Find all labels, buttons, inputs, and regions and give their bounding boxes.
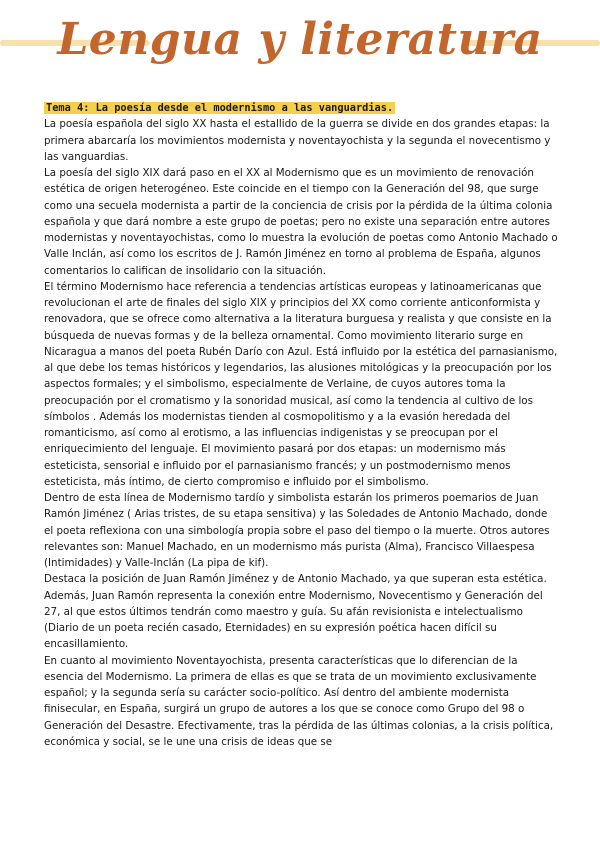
document-body	[44, 100, 558, 750]
paragraph-2: La poesía del siglo XIX dará paso en el XX al Modernismo que es un movimiento de renovación estética de origen heterogéneo. Este coincide en el tiempo con la Generación del 98, que surge como una secuela modernista a partir de la conciencia de crisis por la pérdida de la última colonia española y que dará nombre a este grupo de poetas; pero no existe una separación entre autores modernistas y noventayochistas, como lo muestra la evolución de poetas como Antonio Machado o Valle Inclán, así como los escritos de J. Ramón Jiménez en torno al problema de España, algunos comentarios lo califican de insolidario con la situación.	[44, 167, 558, 277]
paragraph-4: Dentro de esta línea de Modernismo tardío y simbolista estarán los primeros poemarios de Juan Ramón Jiménez ( Arias tristes, de su etapa sensitiva) y las Soledades de Antonio Machado, donde el poeta reflexiona con una simbología propia sobre el paso del tiempo o la muerte. Otros autores relevantes son: Manuel Machado, en un modernismo más purista (Alma), Francisco Villaespesa (Intimidades) y Valle-Inclán (La pipa de kif).	[44, 492, 550, 569]
paragraph-5: Destaca la posición de Juan Ramón Jiménez y de Antonio Machado, ya que superan esta estética. Además, Juan Ramón representa la conexión entre Modernismo, Novecentismo y Generación del 27, al que estos últimos tendrán como maestro y guía. Su afán revisionista e intelectualismo (Diario de un poeta recién casado, Eternidades) en su expresión poética hacen difícil su encasillamiento.	[44, 573, 547, 651]
paragraph-3: El término Modernismo hace referencia a tendencias artísticas europeas y latinoamericanas que revolucionan el arte de finales del siglo XIX y principios del XX como corriente anticonformista y renovadora, que se ofrece como alternativa a la literatura burguesa y realista y que consiste en la búsqueda de nuevas formas y de la belleza ornamental. Como movimiento literario surge en Nicaragua a manos del poeta Rubén Darío con Azul. Está influido por la estética del parnasianismo, al que debe los temas históricos y legendarios, las alusiones mitológicas y la preocupación por los aspectos formales; y el simbolismo, especialmente de Verlaine, de cuyos autores toma la preocupación por el cromatismo y la sonoridad musical, así como la tendencia al cultivo de los símbolos . Además los modernistas tienden al cosmopolitismo y a la evasión heredada del romanticismo, así como al erotismo, a las influencias indigenistas y se preocupan por el enriquecimiento del lenguaje. El movimiento pasará por dos etapas: un modernismo más esteticista, sensorial e influido por el parnasianismo francés; y un postmodernismo menos esteticista, más íntimo, de cierto compromiso e influido por el simbolismo.	[44, 280, 558, 488]
paragraph-6: En cuanto al movimiento Noventayochista, presenta características que lo diferencian de la esencia del Modernismo. La primera de ellas es que se trata de un movimiento exclusivamente español; y la segunda sería su carácter socio-político. Así dentro del ambiente modernista finisecular, en España, surgirá un grupo de autores a los que se conoce como Grupo del 98 o Generación del Desastre. Efectivamente, tras la pérdida de las últimas colonias, a la crisis política, económica y social, se le une una crisis de ideas que se	[44, 654, 554, 748]
section-heading: Tema 4: La poesía desde el modernismo a las vanguardias.	[46, 102, 394, 114]
paragraph-1: La poesía española del siglo XX hasta el estallido de la guerra se divide en dos grandes etapas: la primera abarcaría los movimientos modernista y noventayochista y la segunda el novecentismo y las vanguardias.	[44, 118, 551, 163]
page-title: Lengua y literatura	[57, 14, 543, 65]
